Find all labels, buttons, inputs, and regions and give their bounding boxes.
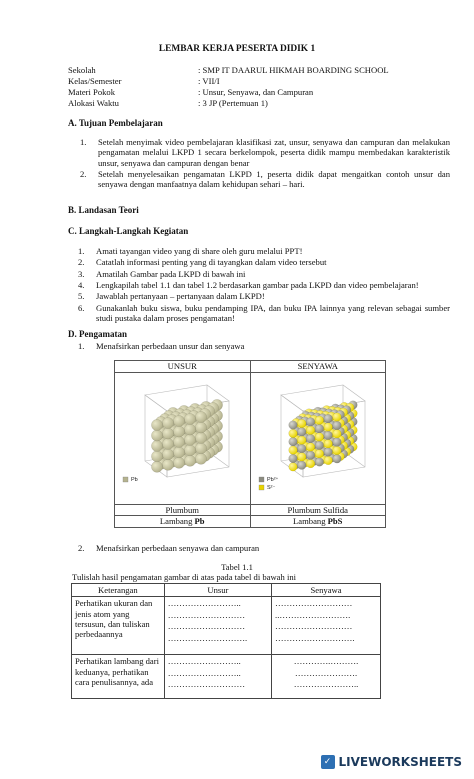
atom-sphere (163, 449, 174, 460)
list-text: Setelah menyelesaikan pengamatan LKPD 1, peserta didik dapat mengaitkan contoh unsur dan senyawa dengan manfaatnya dalam kehidupan sehari – hari. (98, 168, 450, 190)
atom-sphere (288, 446, 297, 455)
atom-sphere (306, 460, 315, 469)
atom-sphere (297, 436, 306, 445)
atom-sphere (288, 438, 297, 447)
list-number: 2. (80, 168, 87, 179)
unsur-answer-cell[interactable] (164, 655, 271, 699)
meta-value: : VII/I (198, 76, 220, 86)
section-d-item-1 (78, 341, 450, 352)
atom-sphere (297, 453, 306, 462)
lambang-label: Lambang (293, 516, 328, 527)
atom-sphere (332, 446, 341, 455)
meta-row (68, 65, 389, 76)
atom-sphere (185, 414, 196, 425)
atom-sphere (196, 454, 207, 465)
atom-sphere (315, 425, 324, 434)
senyawa-answer-cell[interactable] (272, 655, 381, 699)
section-b-heading: B. Landasan Teori (68, 205, 139, 215)
lead-sulfide-lattice-image (253, 373, 383, 501)
atom-sphere (315, 441, 324, 450)
list-number: 2. (78, 257, 85, 268)
atom-sphere (174, 458, 185, 469)
answer-line[interactable]: ……………………… (167, 621, 246, 632)
atom-sphere (196, 433, 207, 444)
atom-sphere (185, 456, 196, 467)
atom-sphere (185, 424, 196, 435)
atom-sphere (288, 421, 297, 430)
meta-value: : SMP IT DAARUL HIKMAH BOARDING SCHOOL (198, 65, 389, 75)
list-number: 1. (78, 246, 85, 256)
atom-sphere (315, 458, 324, 467)
element-compound-table (114, 360, 386, 528)
meta-row (68, 98, 389, 109)
lead-lattice-cell (115, 373, 251, 505)
name-left: Plumbum (115, 505, 251, 516)
list-text: Setelah menyimak video pembelajaran klasifikasi zat, unsur, senyawa dan campuran dan melakukan pengamatan melalui LKPD 1 secara berkelompok, peserta didik mampu membedakan karakteristik unsur, senyawa dan campuran dengan benar (98, 137, 450, 168)
lambang-left (115, 516, 251, 527)
lead-sulfide-lattice-cell (250, 373, 386, 505)
header-unsur: UNSUR (115, 361, 251, 373)
header-senyawa: SENYAWA (250, 361, 386, 373)
meta-value: : 3 JP (Pertemuan 1) (198, 98, 268, 108)
legend-swatch (259, 485, 264, 490)
meta-row (68, 76, 389, 87)
atom-sphere (297, 461, 306, 470)
atom-sphere (163, 460, 174, 471)
list-text: Gunakanlah buku siswa, buku pendamping IPA, dan buku IPA lainnya yang relevan sebagai sumber studi pustaka dalam proses pengamatan! (96, 302, 450, 323)
answer-line[interactable]: …………………. (294, 667, 358, 678)
meta-row (68, 87, 389, 98)
atom-sphere (332, 421, 341, 430)
logo-text: LIVEWORKSHEETS (338, 754, 462, 769)
atom-sphere (297, 419, 306, 428)
section-d-item-2 (78, 543, 450, 554)
atom-sphere (306, 451, 315, 460)
atom-sphere (174, 437, 185, 448)
atom-sphere (174, 447, 185, 458)
lead-lattice-image (117, 373, 247, 501)
keterangan-cell: Perhatikan lambang dari keduanya, perhatikan cara penulisannya, ada (72, 655, 165, 699)
column-header: Keterangan (72, 584, 165, 597)
list-item (78, 303, 450, 324)
section-a-list (80, 137, 450, 191)
senyawa-answer-cell[interactable] (272, 597, 381, 655)
atom-sphere (306, 418, 315, 427)
atom-sphere (324, 423, 333, 432)
atom-sphere (332, 430, 341, 439)
section-a-heading: A. Tujuan Pembelajaran (68, 118, 163, 128)
atom-sphere (196, 443, 207, 454)
atom-sphere (288, 463, 297, 472)
answer-line[interactable]: …………………….. (167, 598, 241, 609)
list-item (80, 169, 450, 190)
lambang-symbol: PbS (327, 516, 343, 527)
name-right: Plumbum Sulfida (250, 505, 386, 516)
answer-line[interactable]: ………………………. (167, 632, 248, 643)
atom-sphere (163, 418, 174, 429)
lambang-label: Lambang (159, 516, 195, 527)
atom-sphere (288, 429, 297, 438)
atom-sphere (306, 426, 315, 435)
list-text: Jawablah pertanyaan – pertanyaan dalam LKPD! (96, 291, 265, 302)
answer-line[interactable]: ………………………. (275, 632, 355, 643)
column-header: Unsur (164, 584, 271, 597)
atom-sphere (332, 455, 341, 464)
answer-line[interactable]: ..……………………. (275, 609, 351, 620)
list-text: Catatlah informasi penting yang di tayangkan dalam video tersebut (96, 257, 327, 268)
list-text: Amatilah Gambar pada LKPD di bawah ini (96, 268, 246, 279)
keterangan-cell: Perhatikan ukuran dan jenis atom yang tersusun, dan tuliskan perbedaannya (72, 597, 165, 655)
list-number: 2. (78, 543, 85, 553)
atom-sphere (163, 428, 174, 439)
atom-sphere (152, 451, 163, 462)
list-number: 4. (78, 279, 85, 290)
meta-key: Kelas/Semester (68, 76, 122, 86)
list-item (80, 137, 450, 168)
list-number: 5. (78, 291, 85, 302)
list-item (78, 257, 450, 267)
table-row (72, 597, 381, 655)
list-item (78, 280, 450, 290)
column-header: Senyawa (272, 584, 381, 597)
answer-line[interactable]: …………………….. (167, 667, 241, 678)
atom-sphere (306, 435, 315, 444)
atom-sphere (324, 415, 333, 424)
list-text: Menafsirkan perbedaan senyawa dan campuran (96, 543, 260, 553)
unsur-answer-cell[interactable] (164, 597, 271, 655)
answer-line[interactable]: ………….………. (293, 656, 359, 667)
answer-line[interactable]: ……………………… (275, 598, 353, 609)
answer-line[interactable]: ……………………… (275, 621, 353, 632)
atom-sphere (324, 440, 333, 449)
list-item (78, 269, 450, 279)
meta-block (68, 65, 389, 109)
observation-table (71, 583, 381, 699)
section-c-list (78, 246, 450, 324)
atom-sphere (288, 454, 297, 463)
legend-label: Pb (131, 477, 138, 484)
atom-sphere (324, 456, 333, 465)
list-item (78, 543, 450, 553)
atom-sphere (324, 431, 333, 440)
atom-sphere (315, 416, 324, 425)
section-d-heading: D. Pengamatan (68, 329, 127, 339)
meta-value: : Unsur, Senyawa, dan Campuran (198, 87, 314, 97)
atom-sphere (297, 428, 306, 437)
answer-line[interactable]: ……………………… (167, 679, 246, 690)
atom-sphere (196, 422, 207, 433)
list-item (78, 341, 450, 351)
list-text: Lengkapilah tabel 1.1 dan tabel 1.2 berdasarkan gambar pada LKPD dan video pembelajaran! (96, 279, 419, 290)
atom-sphere (306, 443, 315, 452)
atom-sphere (152, 441, 163, 452)
atom-sphere (174, 416, 185, 427)
atom-sphere (297, 445, 306, 454)
lambang-right (250, 516, 386, 527)
page-title: LEMBAR KERJA PESERTA DIDIK 1 (158, 44, 316, 54)
answer-line[interactable]: …………………….. (167, 656, 241, 667)
list-number: 3. (78, 268, 85, 279)
atom-sphere (332, 413, 341, 422)
table-caption: Tabel 1.1 (221, 562, 253, 572)
list-item (78, 246, 450, 256)
list-text: Amati tayangan video yang di share oleh guru melalui PPT! (96, 246, 303, 256)
table-instruction: Tulislah hasil pengamatan gambar di atas pada tabel di bawah ini (72, 572, 297, 582)
atom-sphere (315, 433, 324, 442)
atom-sphere (324, 448, 333, 457)
liveworksheets-logo-icon: ✓ (321, 755, 335, 769)
answer-line[interactable]: ……………………… (167, 609, 246, 620)
lambang-symbol: Pb (194, 516, 205, 527)
meta-key: Materi Pokok (68, 87, 116, 97)
liveworksheets-logo (321, 755, 462, 769)
atom-sphere (152, 462, 163, 473)
meta-key: Alokasi Waktu (68, 98, 119, 108)
legend-label: S²⁻ (266, 485, 276, 492)
list-number: 1. (80, 137, 87, 147)
meta-key: Sekolah (68, 65, 96, 75)
atom-sphere (152, 430, 163, 441)
list-item (78, 291, 450, 301)
section-c-heading: C. Langkah-Langkah Kegiatan (68, 226, 189, 236)
list-number: 6. (78, 302, 85, 313)
atom-sphere (152, 420, 163, 431)
atom-sphere (163, 439, 174, 450)
atom-sphere (332, 438, 341, 447)
answer-line[interactable]: ………………….. (293, 679, 359, 690)
atom-sphere (185, 445, 196, 456)
list-text: Menafsirkan perbedaan unsur dan senyawa (96, 341, 245, 351)
legend-label: Pb²⁺ (266, 477, 279, 484)
legend-swatch (259, 477, 264, 482)
list-number: 1. (78, 341, 85, 351)
atom-sphere (185, 435, 196, 446)
atom-sphere (174, 426, 185, 437)
table-row (72, 655, 381, 699)
legend-swatch (123, 477, 128, 482)
atom-sphere (196, 412, 207, 423)
atom-sphere (315, 450, 324, 459)
